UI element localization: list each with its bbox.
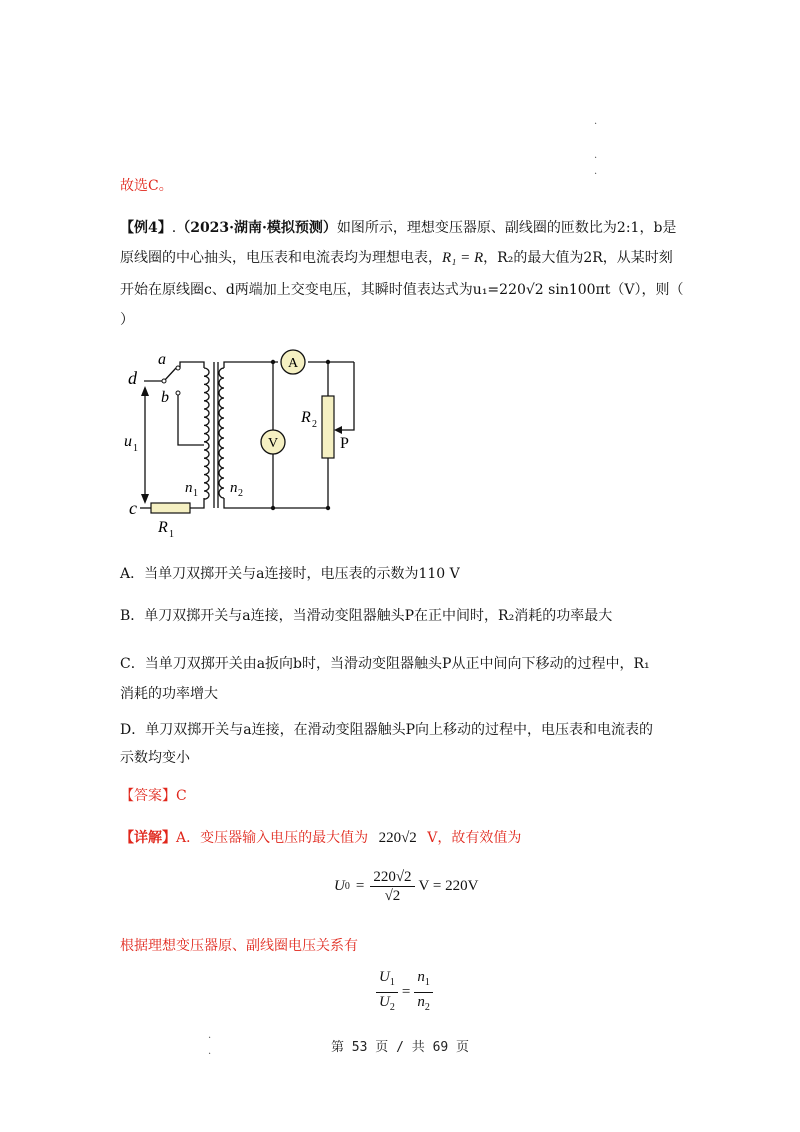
example-stem-line-2: 原线圈的中心抽头，电压表和电流表均为理想电表，R₁ = R，R₂的最大值为2R，从某时刻 [120, 250, 673, 266]
ammeter-icon: A [287, 356, 299, 371]
option-a: A．当单刀双掷开关与a连接时，电压表的示数为110 V [120, 566, 460, 582]
stray-mark: . [208, 1046, 212, 1057]
label-p: P [340, 435, 349, 452]
example-sep: . [171, 220, 177, 236]
label-a: a [158, 351, 166, 368]
example-text: 如图所示，理想变压器原、副线圈的匝数比为2:1，b是 [336, 220, 677, 236]
label-r1: R [158, 519, 168, 536]
label-c: c [129, 498, 137, 518]
example-label: 【例4】 [120, 220, 172, 236]
page-footer: 第 53 页 / 共 69 页 [330, 1040, 470, 1055]
example-stem-line-3: 开始在原线圈c、d两端加上交变电压，其瞬时值表达式为u₁=220√2 sin100πt（V），则（ [120, 282, 684, 298]
option-c-line-1: C．当单刀双掷开关由a扳向b时，当滑动变阻器触头P从正中间向下移动的过程中，R₁ [120, 656, 650, 672]
label-d: d [128, 368, 137, 388]
option-d-line-1: D．单刀双掷开关与a连接，在滑动变阻器触头P向上移动的过程中，电压表和电流表的 [120, 722, 653, 738]
option-c-line-2: 消耗的功率增大 [120, 686, 218, 702]
stray-mark: . [594, 166, 598, 177]
label-r2: R [301, 409, 311, 426]
max-voltage-value: 220√2 [378, 830, 417, 846]
label-n1-sub: 1 [193, 488, 198, 499]
label-r1-sub: 1 [169, 529, 174, 540]
previous-conclusion: 故选C。 [120, 178, 173, 194]
voltmeter-icon: V [267, 436, 279, 451]
stray-mark: . [594, 150, 598, 161]
answer: 【答案】C [120, 788, 187, 804]
label-u1: u [124, 433, 132, 450]
relation-text: 根据理想变压器原、副线圈电压关系有 [120, 938, 358, 954]
label-r2-sub: 2 [312, 419, 317, 430]
detail-label: 【详解】 [120, 830, 176, 846]
example-stem-line-1 [120, 218, 676, 238]
effective-voltage-formula: U 0 = $\frac{220√2}{√2}$ V = 220V [334, 869, 479, 904]
option-d-line-2: 示数均变小 [120, 750, 190, 766]
stray-mark: . [594, 116, 598, 127]
label-n2-sub: 2 [238, 488, 243, 499]
example-source: （2023·湖南·模拟预测） [176, 220, 337, 236]
transformer-circuit-diagram [118, 348, 380, 544]
fraction: $\frac{220√2}{√2}$ [370, 868, 414, 905]
detail-line: 【详解】A．变压器输入电压的最大值为 220√2 V，故有效值为 [120, 830, 522, 846]
label-b: b [161, 389, 169, 406]
voltage-ratio-formula: $\frac{U_1}{U_2}$ = $\frac{n_1}{n_2}$ [376, 968, 433, 1017]
stray-mark: . [208, 1030, 212, 1041]
option-b: B．单刀双掷开关与a连接，当滑动变阻器触头P在正中间时，R₂消耗的功率最大 [120, 608, 613, 624]
example-stem-line-4: ） [120, 312, 134, 328]
label-n1: n [185, 480, 193, 496]
label-u1-sub: 1 [133, 443, 138, 454]
r1-equals-r: R₁ = R [442, 250, 484, 266]
label-n2: n [230, 480, 238, 496]
